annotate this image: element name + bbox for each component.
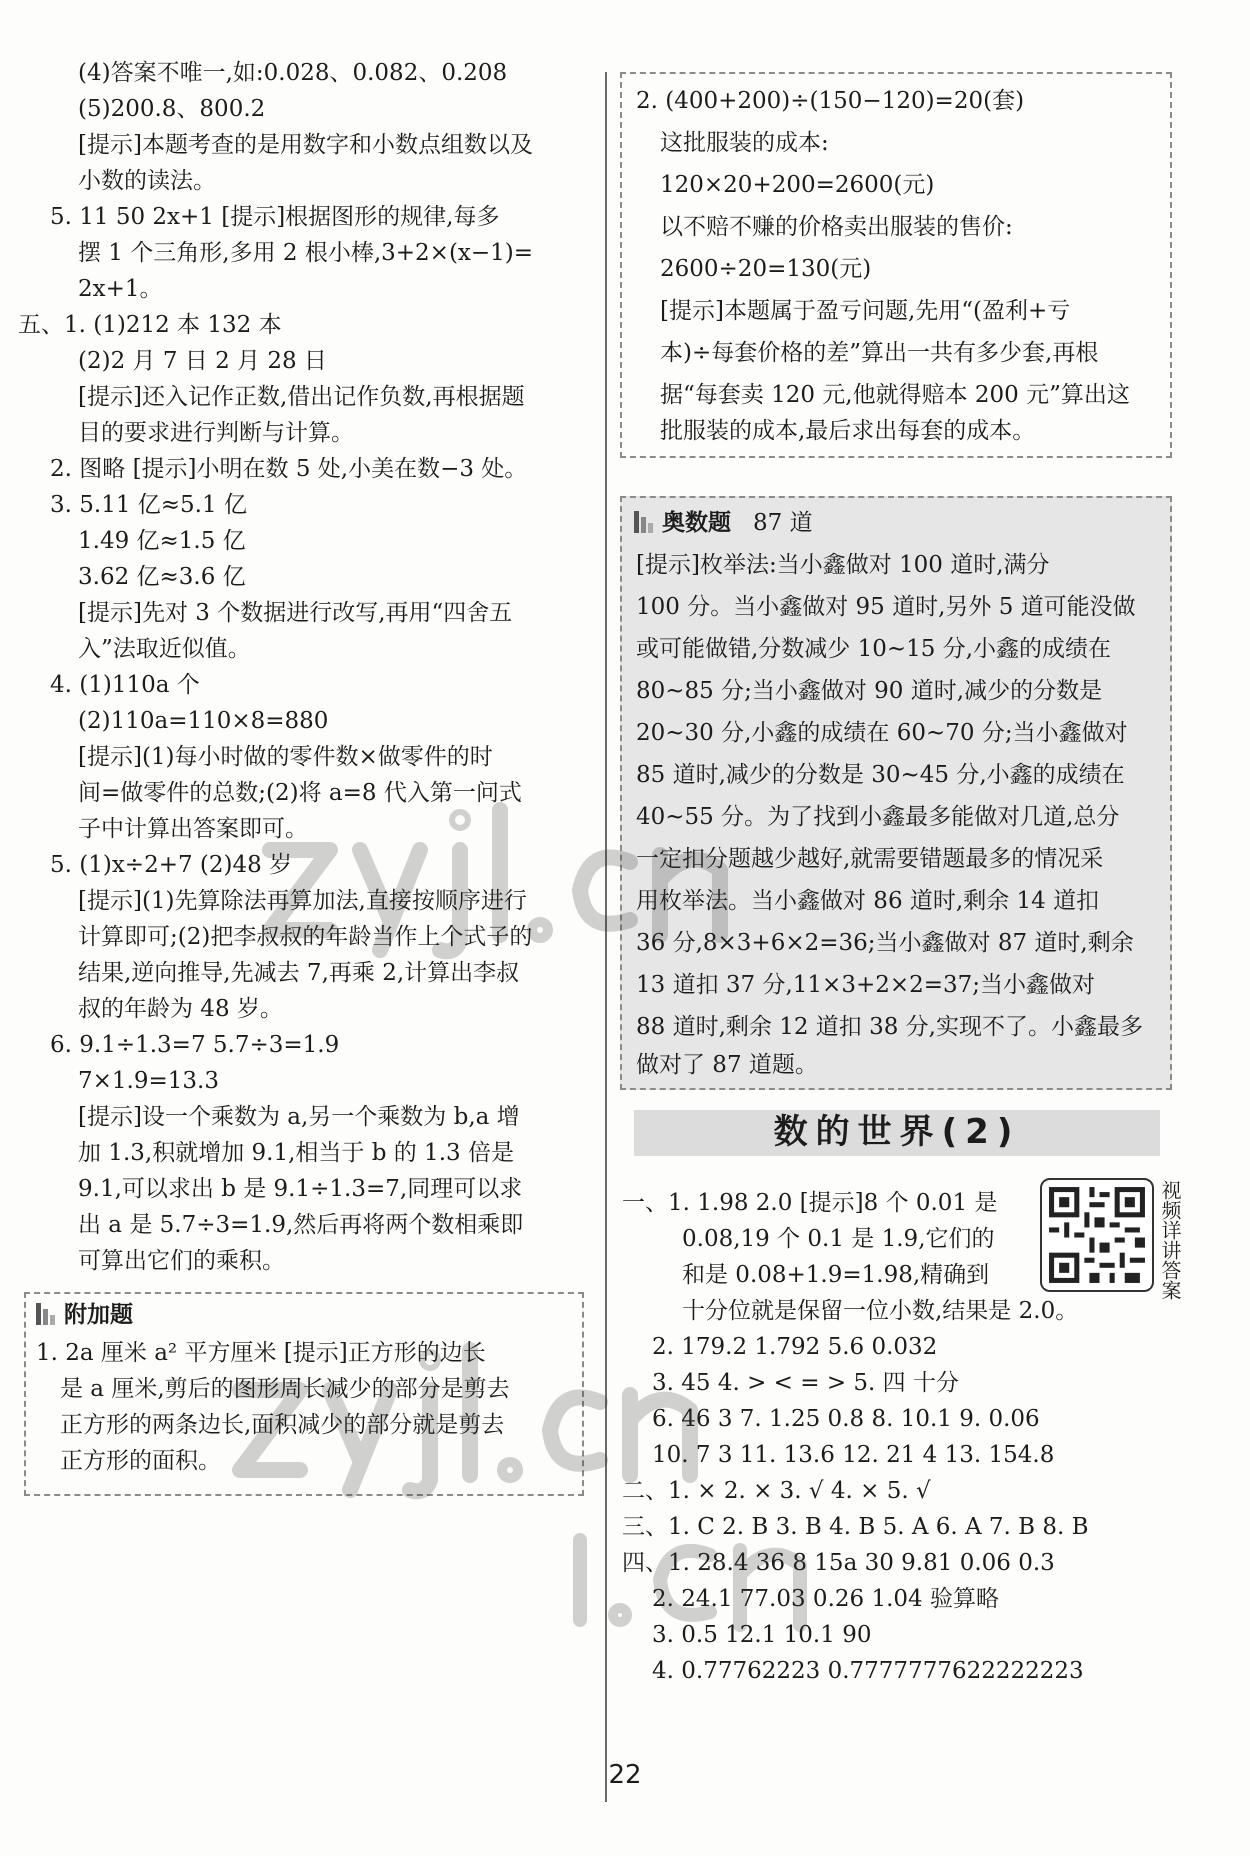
olympiad-line: [提示]枚举法:当小鑫做对 100 道时,满分 [636, 552, 1050, 578]
question-2-right: 2. (400+200)÷(150−120)=20(套) [636, 88, 1025, 114]
answer-line: 3. 0.5 12.1 10.1 90 [652, 1622, 872, 1648]
answer-line: 十分位就是保留一位小数,结果是 2.0。 [682, 1298, 1079, 1324]
answer-line: 2. 179.2 1.792 5.6 0.032 [652, 1334, 938, 1360]
text-line: 摆 1 个三角形,多用 2 根小棒,3+2×(x−1)= [78, 240, 534, 266]
text-line: 结果,逆向推导,先减去 7,再乘 2,计算出李叔 [78, 960, 520, 986]
answer-line: 0.08,19 个 0.1 是 1.9,它们的 [682, 1226, 995, 1252]
answer-line: 三、1. C 2. B 3. B 4. B 5. A 6. A 7. B 8. B [622, 1514, 1089, 1540]
hint-line: [提示]设一个乘数为 a,另一个乘数为 b,a 增 [78, 1104, 520, 1130]
answer-line: 2. 24.1 77.03 0.26 1.04 验算略 [652, 1586, 999, 1612]
olympiad-line: 用枚举法。当小鑫做对 86 道时,剩余 14 道扣 [636, 888, 1100, 914]
olympiad-line: 20~30 分,小鑫的成绩在 60~70 分;当小鑫做对 [636, 720, 1128, 746]
answer-line: 二、1. × 2. × 3. √ 4. × 5. √ [622, 1478, 931, 1504]
olympiad-line: 40~55 分。为了找到小鑫最多能做对几道,总分 [636, 804, 1120, 830]
text-line: 子中计算出答案即可。 [78, 816, 308, 842]
olympiad-line: 做对了 87 道题。 [636, 1052, 818, 1078]
qr-icon [1044, 1182, 1150, 1288]
watermark-mark [560, 1520, 860, 1640]
text-line: 可算出它们的乘积。 [78, 1248, 285, 1274]
qr-code[interactable] [1040, 1178, 1154, 1292]
text-line: 这批服装的成本: [660, 130, 829, 156]
hint-line: [提示](1)先算除法再算加法,直接按顺序进行 [78, 888, 527, 914]
question-6: 6. 9.1÷1.3=7 5.7÷3=1.9 [50, 1032, 340, 1058]
bonus-line: 1. 2a 厘米 a² 平方厘米 [提示]正方形的边长 [36, 1340, 486, 1366]
text-line: 2600÷20=130(元) [660, 256, 872, 282]
question-2: 2. 图略 [提示]小明在数 5 处,小美在数−3 处。 [50, 456, 528, 482]
text-line: 9.1,可以求出 b 是 9.1÷1.3=7,同理可以求 [78, 1176, 523, 1202]
text-line: (2)110a=110×8=880 [78, 708, 329, 734]
watermark-mark [220, 1330, 740, 1500]
text-line: 据“每套卖 120 元,他就得赔本 200 元”算出这 [660, 382, 1130, 408]
answer-line: 6. 46 3 7. 1.25 0.8 8. 10.1 9. 0.06 [652, 1406, 1040, 1432]
answer-line: 10. 7 3 11. 13.6 12. 21 4 13. 154.8 [652, 1442, 1055, 1468]
hint-line: [提示]本题属于盈亏问题,先用“(盈利+亏 [660, 298, 1071, 324]
olympiad-line: 13 道扣 37 分,11×3+2×2=37;当小鑫做对 [636, 972, 1096, 998]
hint-line: [提示]先对 3 个数据进行改写,再用“四舍五 [78, 600, 513, 626]
text-line: 3.62 亿≈3.6 亿 [78, 564, 246, 590]
hint-line: [提示](1)每小时做的零件数×做零件的时 [78, 744, 493, 770]
text-line: 出 a 是 5.7÷3=1.9,然后再将两个数相乘即 [78, 1212, 524, 1238]
question-4: 4. (1)110a 个 [50, 672, 200, 698]
text-line: 计算即可;(2)把李叔叔的年龄当作上个式子的 [78, 924, 533, 950]
olympiad-title: 奥数题 87 道 [634, 506, 813, 540]
olympiad-line: 80~85 分;当小鑫做对 90 道时,减少的分数是 [636, 678, 1103, 704]
section-title: 数的世界(2) [773, 1112, 1021, 1152]
text-line: (4)答案不唯一,如:0.028、0.082、0.208 [78, 60, 508, 86]
text-line: 目的要求进行判断与计算。 [78, 420, 354, 446]
answer-line: 四、1. 28.4 36 8 15a 30 9.81 0.06 0.3 [622, 1550, 1055, 1576]
page-number: 22 [608, 1760, 642, 1790]
hint-line: [提示]还入记作正数,借出记作负数,再根据题 [78, 384, 525, 410]
answer-line: 3. 45 4. > < = > 5. 四 十分 [652, 1370, 959, 1396]
text-line: 间=做零件的总数;(2)将 a=8 代入第一问式 [78, 780, 522, 806]
text-line: 120×20+200=2600(元) [660, 172, 935, 198]
text-line: 1.49 亿≈1.5 亿 [78, 528, 246, 554]
watermark-mark [250, 790, 770, 960]
bonus-line: 正方形的面积。 [60, 1448, 221, 1474]
text-line: 小数的读法。 [78, 168, 216, 194]
answer-line: 和是 0.08+1.9=1.98,精确到 [682, 1262, 990, 1288]
text-line: (5)200.8、800.2 [78, 96, 266, 122]
section-5-q1: 五、1. (1)212 本 132 本 [18, 312, 282, 338]
text-line: 本)÷每套价格的差”算出一共有多少套,再根 [660, 340, 1099, 366]
olympiad-line: 100 分。当小鑫做对 95 道时,另外 5 道可能没做 [636, 594, 1136, 620]
olympiad-line: 88 道时,剩余 12 道扣 38 分,实现不了。小鑫最多 [636, 1014, 1143, 1040]
text-line: 加 1.3,积就增加 9.1,相当于 b 的 1.3 倍是 [78, 1140, 514, 1166]
olympiad-line: 36 分,8×3+6×2=36;当小鑫做对 87 道时,剩余 [636, 930, 1134, 956]
text-line: 入”法取近似值。 [78, 636, 251, 662]
bonus-line: 正方形的两条边长,面积减少的部分就是剪去 [60, 1412, 505, 1438]
text-line: 叔的年龄为 48 岁。 [78, 996, 283, 1022]
olympiad-line: 或可能做错,分数减少 10~15 分,小鑫的成绩在 [636, 636, 1112, 662]
bar-icon [36, 1303, 58, 1325]
question-5b: 5. (1)x÷2+7 (2)48 岁 [50, 852, 293, 878]
text-line: 以不赔不赚的价格卖出服装的售价: [660, 214, 1013, 240]
text-line: 2x+1。 [78, 276, 163, 302]
hint-line: [提示]本题考查的是用数字和小数点组数以及 [78, 132, 533, 158]
bonus-title: 附加题 [36, 1298, 133, 1332]
bonus-line: 是 a 厘米,剪后的图形周长减少的部分是剪去 [60, 1376, 510, 1402]
text-line: 批服装的成本,最后求出每套的成本。 [660, 418, 1036, 444]
qr-label: 视频详讲答案 [1158, 1180, 1182, 1300]
question-5: 5. 11 50 2x+1 [提示]根据图形的规律,每多 [50, 204, 500, 230]
bar-icon [634, 511, 656, 533]
answer-line: 一、1. 1.98 2.0 [提示]8 个 0.01 是 [622, 1190, 998, 1216]
text-line: 7×1.9=13.3 [78, 1068, 219, 1094]
text-line: (2)2 月 7 日 2 月 28 日 [78, 348, 327, 374]
olympiad-line: 一定扣分题越少越好,就需要错题最多的情况采 [636, 846, 1104, 872]
answer-line: 4. 0.77762223 0.7777777622222223 [652, 1658, 1084, 1684]
question-3: 3. 5.11 亿≈5.1 亿 [50, 492, 247, 518]
olympiad-answer: 87 道 [753, 510, 813, 536]
olympiad-line: 85 道时,减少的分数是 30~45 分,小鑫的成绩在 [636, 762, 1125, 788]
